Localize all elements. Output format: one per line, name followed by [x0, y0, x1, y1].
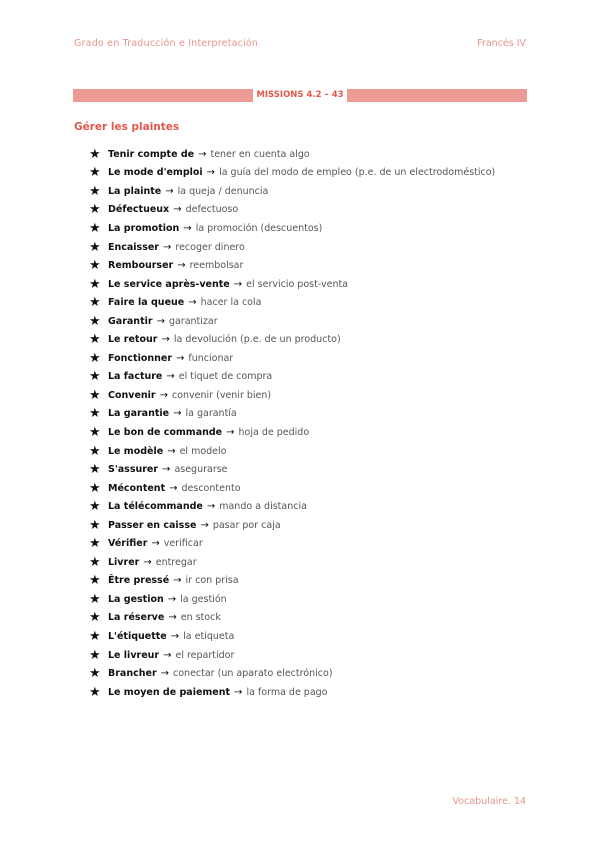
- vocab-translation: el servicio post-venta: [246, 278, 349, 290]
- vocab-translation: hacer la cola: [200, 297, 262, 309]
- vocab-term: Garantir: [108, 315, 153, 327]
- vocab-item: [89, 256, 495, 275]
- vocab-term: La promotion: [108, 222, 180, 234]
- vocab-item: [89, 386, 495, 405]
- arrow-right-icon: →: [170, 630, 180, 642]
- star-icon: ★: [89, 536, 101, 552]
- star-icon: ★: [89, 202, 101, 218]
- vocab-term: Défectueux: [108, 204, 170, 216]
- vocab-item: [89, 368, 495, 387]
- footer-page-label: Vocabulaire. 14: [452, 796, 526, 807]
- vocab-translation: en stock: [180, 612, 221, 624]
- vocab-item: [89, 312, 495, 331]
- star-icon: ★: [89, 591, 101, 607]
- arrow-right-icon: →: [233, 278, 243, 290]
- vocab-item: [89, 349, 495, 368]
- vocab-translation: la forma de pago: [246, 686, 328, 698]
- star-icon: ★: [89, 443, 101, 459]
- vocab-translation: pasar por caja: [212, 519, 281, 531]
- vocab-term: Vérifier: [108, 538, 148, 550]
- header-subject: Francés IV: [477, 38, 526, 49]
- vocab-item: [89, 572, 495, 591]
- vocab-term: La plainte: [108, 185, 162, 197]
- arrow-right-icon: →: [234, 686, 243, 698]
- vocab-translation: el modelo: [179, 445, 227, 457]
- star-icon: ★: [89, 295, 101, 311]
- vocab-term: Le livreur: [108, 649, 160, 661]
- arrow-right-icon: →: [173, 204, 182, 216]
- vocab-item: [89, 238, 495, 257]
- vocab-item: [89, 683, 495, 702]
- arrow-right-icon: →: [177, 260, 186, 272]
- arrow-right-icon: →: [163, 649, 172, 661]
- star-icon: ★: [89, 183, 101, 199]
- vocab-term: La gestion: [108, 593, 164, 605]
- arrow-right-icon: →: [165, 185, 174, 197]
- vocab-translation: funcionar: [188, 352, 234, 364]
- star-icon: ★: [89, 146, 101, 162]
- vocab-term: Passer en caisse: [108, 519, 197, 531]
- arrow-right-icon: →: [163, 241, 172, 253]
- vocab-item: [89, 460, 495, 479]
- vocab-translation: ir con prisa: [185, 575, 239, 587]
- star-icon: ★: [89, 332, 101, 348]
- vocab-item: [89, 627, 495, 646]
- arrow-right-icon: →: [161, 334, 170, 346]
- vocab-term: Le service après-vente: [108, 278, 230, 290]
- arrow-right-icon: →: [159, 389, 168, 401]
- arrow-right-icon: →: [206, 501, 216, 513]
- vocab-item: [89, 664, 495, 683]
- arrow-right-icon: →: [200, 519, 209, 531]
- star-icon: ★: [89, 647, 101, 663]
- arrow-right-icon: →: [206, 167, 216, 179]
- arrow-right-icon: →: [166, 371, 175, 383]
- star-icon: ★: [89, 554, 101, 570]
- star-icon: ★: [89, 406, 101, 422]
- arrow-right-icon: →: [226, 426, 235, 438]
- vocab-term: Le mode d'emploi: [108, 167, 203, 179]
- vocab-item: [89, 182, 495, 201]
- star-icon: ★: [89, 684, 101, 700]
- star-icon: ★: [89, 517, 101, 533]
- vocab-item: [89, 330, 495, 349]
- vocab-translation: la guía del modo de empleo (p.e. de un electrodoméstico): [219, 167, 496, 179]
- vocab-term: Mécontent: [108, 482, 166, 494]
- arrow-right-icon: →: [168, 612, 177, 624]
- star-icon: ★: [89, 573, 101, 589]
- vocab-term: Convenir: [108, 389, 156, 401]
- vocab-term: La garantie: [108, 408, 170, 420]
- star-icon: ★: [89, 628, 101, 644]
- vocab-item: [89, 479, 495, 498]
- vocab-translation: verificar: [163, 538, 203, 550]
- vocab-term: Tenir compte de: [108, 148, 195, 160]
- arrow-right-icon: →: [160, 668, 170, 680]
- star-icon: ★: [89, 258, 101, 274]
- arrow-right-icon: →: [173, 575, 182, 587]
- vocab-term: Le retour: [108, 334, 158, 346]
- vocab-item: [89, 293, 495, 312]
- vocab-translation: el repartidor: [175, 649, 235, 661]
- vocab-translation: convenir (venir bien): [172, 389, 272, 401]
- vocab-item: [89, 164, 495, 183]
- header-course-title: Grado en Traducción e Interpretación: [74, 38, 259, 49]
- vocab-item: [89, 646, 495, 665]
- vocab-translation: entregar: [155, 556, 197, 568]
- arrow-right-icon: →: [183, 222, 192, 234]
- arrow-right-icon: →: [156, 315, 165, 327]
- vocab-translation: la promoción (descuentos): [195, 222, 323, 234]
- vocab-term: Être pressé: [108, 575, 170, 587]
- vocab-item: [89, 275, 495, 294]
- vocab-term: Encaisser: [108, 241, 159, 253]
- vocab-translation: reembolsar: [189, 260, 244, 272]
- vocab-translation: defectuoso: [185, 204, 239, 216]
- arrow-right-icon: →: [198, 148, 207, 160]
- vocab-term: Livrer: [108, 556, 140, 568]
- arrow-right-icon: →: [151, 538, 160, 550]
- vocab-term: Fonctionner: [108, 352, 173, 364]
- vocab-translation: la devolución (p.e. de un producto): [173, 334, 341, 346]
- vocab-item: [89, 553, 495, 572]
- star-icon: ★: [89, 610, 101, 626]
- vocab-translation: tener en cuenta algo: [210, 148, 310, 160]
- vocab-list: [89, 145, 495, 701]
- arrow-right-icon: →: [167, 445, 176, 457]
- vocab-term: Le moyen de paiement: [108, 686, 231, 698]
- vocab-item: [89, 442, 495, 461]
- star-icon: ★: [89, 462, 101, 478]
- star-icon: ★: [89, 480, 101, 496]
- star-icon: ★: [89, 666, 101, 682]
- vocab-translation: descontento: [181, 482, 241, 494]
- vocab-term: Rembourser: [108, 260, 174, 272]
- star-icon: ★: [89, 313, 101, 329]
- vocab-item: [89, 219, 495, 238]
- vocab-translation: la etiqueta: [183, 630, 235, 642]
- arrow-right-icon: →: [188, 297, 197, 309]
- vocab-translation: mando a distancia: [219, 501, 307, 513]
- arrow-right-icon: →: [173, 408, 182, 420]
- arrow-right-icon: →: [169, 482, 178, 494]
- vocab-translation: la garantía: [185, 408, 237, 420]
- star-icon: ★: [89, 499, 101, 515]
- star-icon: ★: [89, 387, 101, 403]
- vocab-term: Brancher: [108, 668, 157, 680]
- vocab-item: [89, 590, 495, 609]
- vocab-item: [89, 497, 495, 516]
- star-icon: ★: [89, 239, 101, 255]
- vocab-translation: asegurarse: [174, 464, 228, 476]
- arrow-right-icon: →: [167, 593, 177, 605]
- arrow-right-icon: →: [162, 464, 171, 476]
- band-title: MISSIONS 4.2 – 43: [256, 90, 344, 100]
- vocab-term: La télécommande: [108, 501, 203, 513]
- vocab-translation: el tiquet de compra: [178, 371, 273, 383]
- vocab-term: La réserve: [108, 612, 165, 624]
- vocab-term: Faire la queue: [108, 297, 185, 309]
- vocab-translation: la queja / denuncia: [177, 185, 269, 197]
- vocab-item: [89, 145, 495, 164]
- vocab-item: [89, 423, 495, 442]
- vocab-translation: recoger dinero: [175, 241, 245, 253]
- vocab-term: Le bon de commande: [108, 426, 223, 438]
- missions-band: [73, 89, 527, 102]
- star-icon: ★: [89, 369, 101, 385]
- vocab-term: Le modèle: [108, 445, 164, 457]
- vocab-term: L'étiquette: [108, 630, 167, 642]
- star-icon: ★: [89, 220, 101, 236]
- arrow-right-icon: →: [143, 556, 152, 568]
- vocab-term: La facture: [108, 371, 163, 383]
- vocab-term: S'assurer: [108, 464, 159, 476]
- vocab-item: [89, 405, 495, 424]
- vocab-item: [89, 609, 495, 628]
- vocab-translation: hoja de pedido: [238, 426, 310, 438]
- vocab-translation: garantizar: [168, 315, 218, 327]
- vocab-translation: conectar (un aparato electrónico): [173, 668, 333, 680]
- star-icon: ★: [89, 276, 101, 292]
- vocab-item: [89, 516, 495, 535]
- arrow-right-icon: →: [176, 352, 185, 364]
- vocab-translation: la gestión: [180, 593, 227, 605]
- vocab-item: [89, 534, 495, 553]
- star-icon: ★: [89, 350, 101, 366]
- section-title: Gérer les plaintes: [74, 121, 180, 133]
- star-icon: ★: [89, 424, 101, 440]
- star-icon: ★: [89, 165, 101, 181]
- vocab-item: [89, 201, 495, 220]
